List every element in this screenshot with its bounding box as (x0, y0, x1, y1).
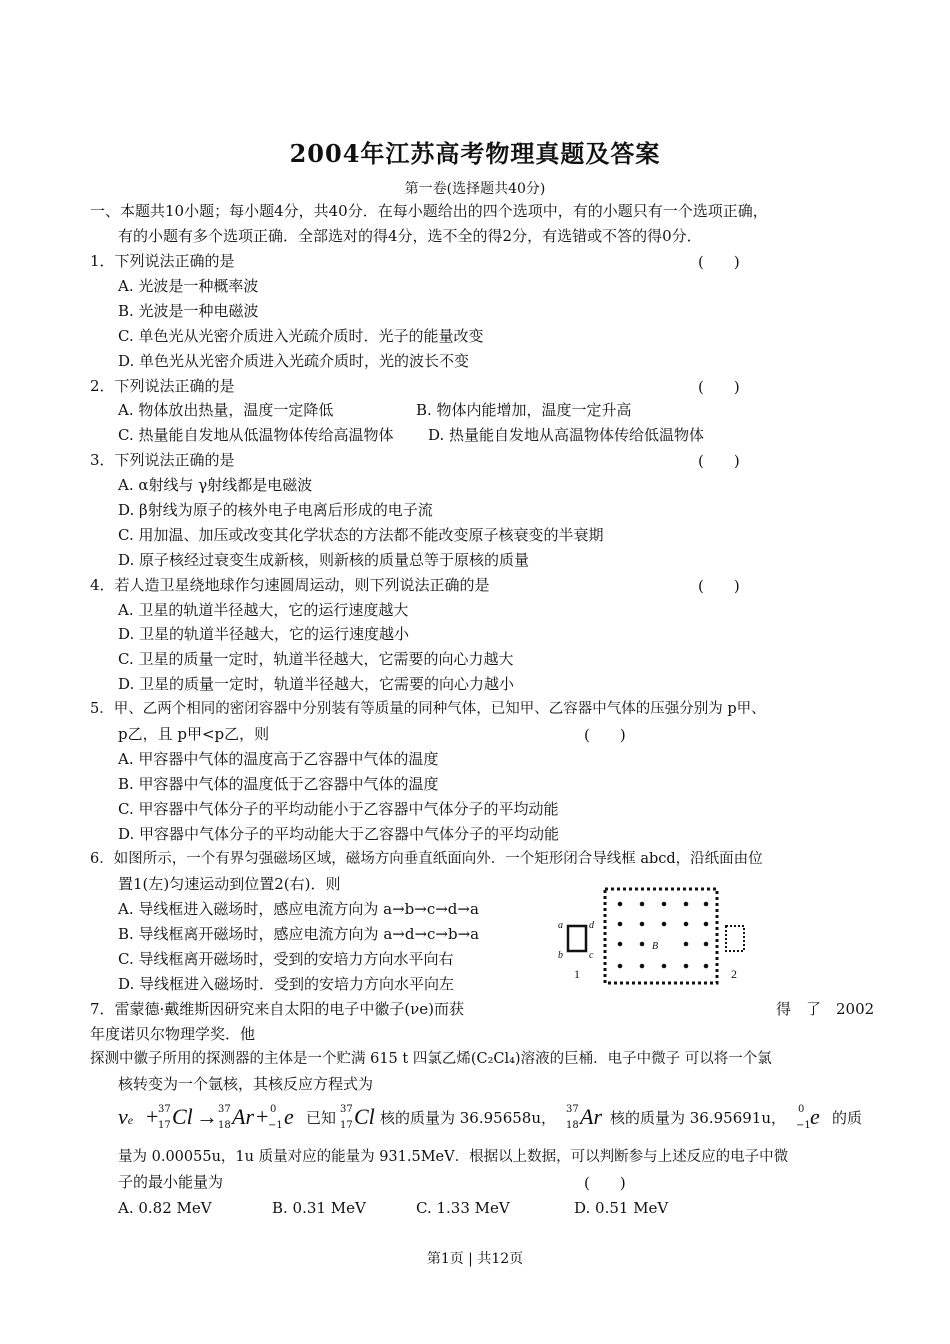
q1-option-b: B. 光波是一种电磁波 (118, 302, 259, 320)
page-footer: 第1页 | 共12页 (426, 1251, 524, 1267)
label-b: b (558, 950, 563, 961)
q3-stem: 3．下列说法正确的是 (90, 451, 235, 469)
label-c: c (589, 950, 594, 961)
label-position-1: 1 (574, 967, 580, 981)
wire-frame-position-2 (726, 926, 744, 951)
q7-eq-text-3: 核的质量为 36.95691u， (610, 1109, 787, 1127)
q7-line-4: 核转变为一个氩核，其核反应方程式为 (118, 1075, 374, 1093)
q7-answer-paren: ( ) (584, 1174, 626, 1192)
q2-option-d: D. 热量能自发地从高温物体传给低温物体 (428, 426, 705, 444)
q7-option-a: A. 0.82 MeV (118, 1199, 212, 1217)
section-subtitle: 第一卷(选择题共40分) (404, 181, 546, 197)
label-a: a (558, 920, 563, 931)
q6-option-a: A. 导线框进入磁场时，感应电流方向为 a→b→c→d→a (118, 900, 479, 918)
q4-option-a: A. 卫星的轨道半径越大，它的运行速度越大 (118, 601, 409, 619)
q4-option-b: D. 卫星的轨道半径越大，它的运行速度越小 (118, 625, 410, 643)
q5-stem-line-1: 5．甲、乙两个相同的密闭容器中分别装有等质量的同种气体，已知甲、乙容器中气体的压强分别为 p甲、 (90, 701, 766, 717)
q7-line-7: 子的最小能量为 (118, 1173, 224, 1191)
q3-option-c: C. 用加温、加压或改变其化学状态的方法都不能改变原子核衰变的半衰期 (118, 526, 604, 544)
q1-stem: 1．下列说法正确的是 (90, 252, 235, 270)
magnetic-field-figure (548, 886, 778, 990)
q7-line-1a: 7．雷蒙德·戴维斯因研究来自太阳的电子中徽子(νe)而获 (90, 1000, 465, 1018)
q6-option-c: C. 导线框离开磁场时，受到的安培力方向水平向右 (118, 950, 454, 968)
q6-stem-line-1: 6．如图所示，一个有界匀强磁场区域，磁场方向垂直纸面向外．一个矩形闭合导线框 abcd，沿纸面由位 (90, 851, 763, 867)
q7-line-1b: 得 了 2002 (776, 1000, 875, 1018)
q6-stem-line-2: 置1(左)匀速运动到位置2(右)．则 (118, 875, 341, 893)
q1-option-d: D. 单色光从光密介质进入光疏介质时，光的波长不变 (118, 352, 470, 370)
q7-option-b: B. 0.31 MeV (272, 1199, 366, 1217)
q2-option-c: C. 热量能自发地从低温物体传给高温物体 (118, 426, 394, 444)
q2-stem: 2．下列说法正确的是 (90, 377, 235, 395)
q7-line-3: 探测中徽子所用的探测器的主体是一个贮满 615 t 四氯乙烯(C₂Cl₄)溶液的巨桶．电子中微子 可以将一个氯 (90, 1051, 772, 1067)
q2-option-a: A. 物体放出热量，温度一定降低 (118, 401, 334, 419)
q7-eq-text-1: 已知 (306, 1109, 337, 1127)
q6-option-b: B. 导线框离开磁场时，感应电流方向为 a→d→c→b→a (118, 925, 480, 943)
q7-eq-text-4: 的质 (832, 1109, 863, 1127)
q5-option-c: C. 甲容器中气体分子的平均动能小于乙容器中气体分子的平均动能 (118, 800, 559, 818)
q4-answer-paren: ( ) (698, 577, 740, 595)
q1-option-a: A. 光波是一种概率波 (118, 277, 259, 295)
q1-answer-paren: ( ) (698, 253, 740, 271)
label-position-2: 2 (731, 967, 737, 981)
q7-line-2: 年度诺贝尔物理学奖．他 (90, 1025, 256, 1043)
q3-answer-paren: ( ) (698, 452, 740, 470)
q7-eq-text-2: 核的质量为 36.95658u， (380, 1109, 557, 1127)
label-field-b: B (652, 941, 659, 952)
instructions-line-1: 一、本题共10小题；每小题4分，共40分．在每小题给出的四个选项中，有的小题只有一个选项正确， (90, 202, 768, 220)
q3-option-b: D. β射线为原子的核外电子电离后形成的电子流 (118, 501, 433, 519)
label-d: d (589, 920, 594, 931)
q2-answer-paren: ( ) (698, 378, 740, 396)
q5-option-b: B. 甲容器中气体的温度低于乙容器中气体的温度 (118, 775, 439, 793)
page-title: 2004年江苏高考物理真题及答案 (289, 139, 661, 168)
q1-option-c: C. 单色光从光密介质进入光疏介质时．光子的能量改变 (118, 327, 484, 345)
q4-option-c: C. 卫星的质量一定时，轨道半径越大，它需要的向心力越大 (118, 650, 514, 668)
q2-option-b: B. 物体内能增加，温度一定升高 (416, 401, 632, 419)
q5-option-d: D. 甲容器中气体分子的平均动能大于乙容器中气体分子的平均动能 (118, 825, 560, 843)
q5-option-a: A. 甲容器中气体的温度高于乙容器中气体的温度 (118, 750, 439, 768)
field-dots (618, 902, 709, 969)
q4-stem: 4．若人造卫星绕地球作匀速圆周运动，则下列说法正确的是 (90, 576, 490, 594)
q3-option-a: A. α射线与 γ射线都是电磁波 (118, 476, 313, 494)
wire-frame-position-1 (568, 926, 586, 951)
q7-line-6: 量为 0.00055u，1u 质量对应的能量为 931.5MeV．根据以上数据，可以判断参与上述反应的电子中微 (118, 1149, 789, 1165)
q6-option-d: D. 导线框进入磁场时．受到的安培力方向水平向左 (118, 975, 455, 993)
q7-option-d: D. 0.51 MeV (574, 1199, 669, 1217)
q7-option-c: C. 1.33 MeV (416, 1199, 510, 1217)
q4-option-d: D. 卫星的质量一定时，轨道半径越大，它需要的向心力越小 (118, 675, 515, 693)
q5-stem-line-2: p乙，且 p甲<p乙，则 (118, 725, 270, 743)
q3-option-d: D. 原子核经过衰变生成新核，则新核的质量总等于原核的质量 (118, 551, 530, 569)
nuclear-equation: νe + 37 17 Cl → 37 18 Ar + 0 −1 e 已知 37 17 Cl 核的质量为 36.95658u， 37 18 Ar 核的质量为 36.95691u， 0 −1 e 的质 (118, 1104, 863, 1131)
instructions-line-2: 有的小题有多个选项正确．全部选对的得4分，选不全的得2分，有选错或不答的得0分． (118, 227, 702, 245)
q5-answer-paren: ( ) (584, 726, 626, 744)
